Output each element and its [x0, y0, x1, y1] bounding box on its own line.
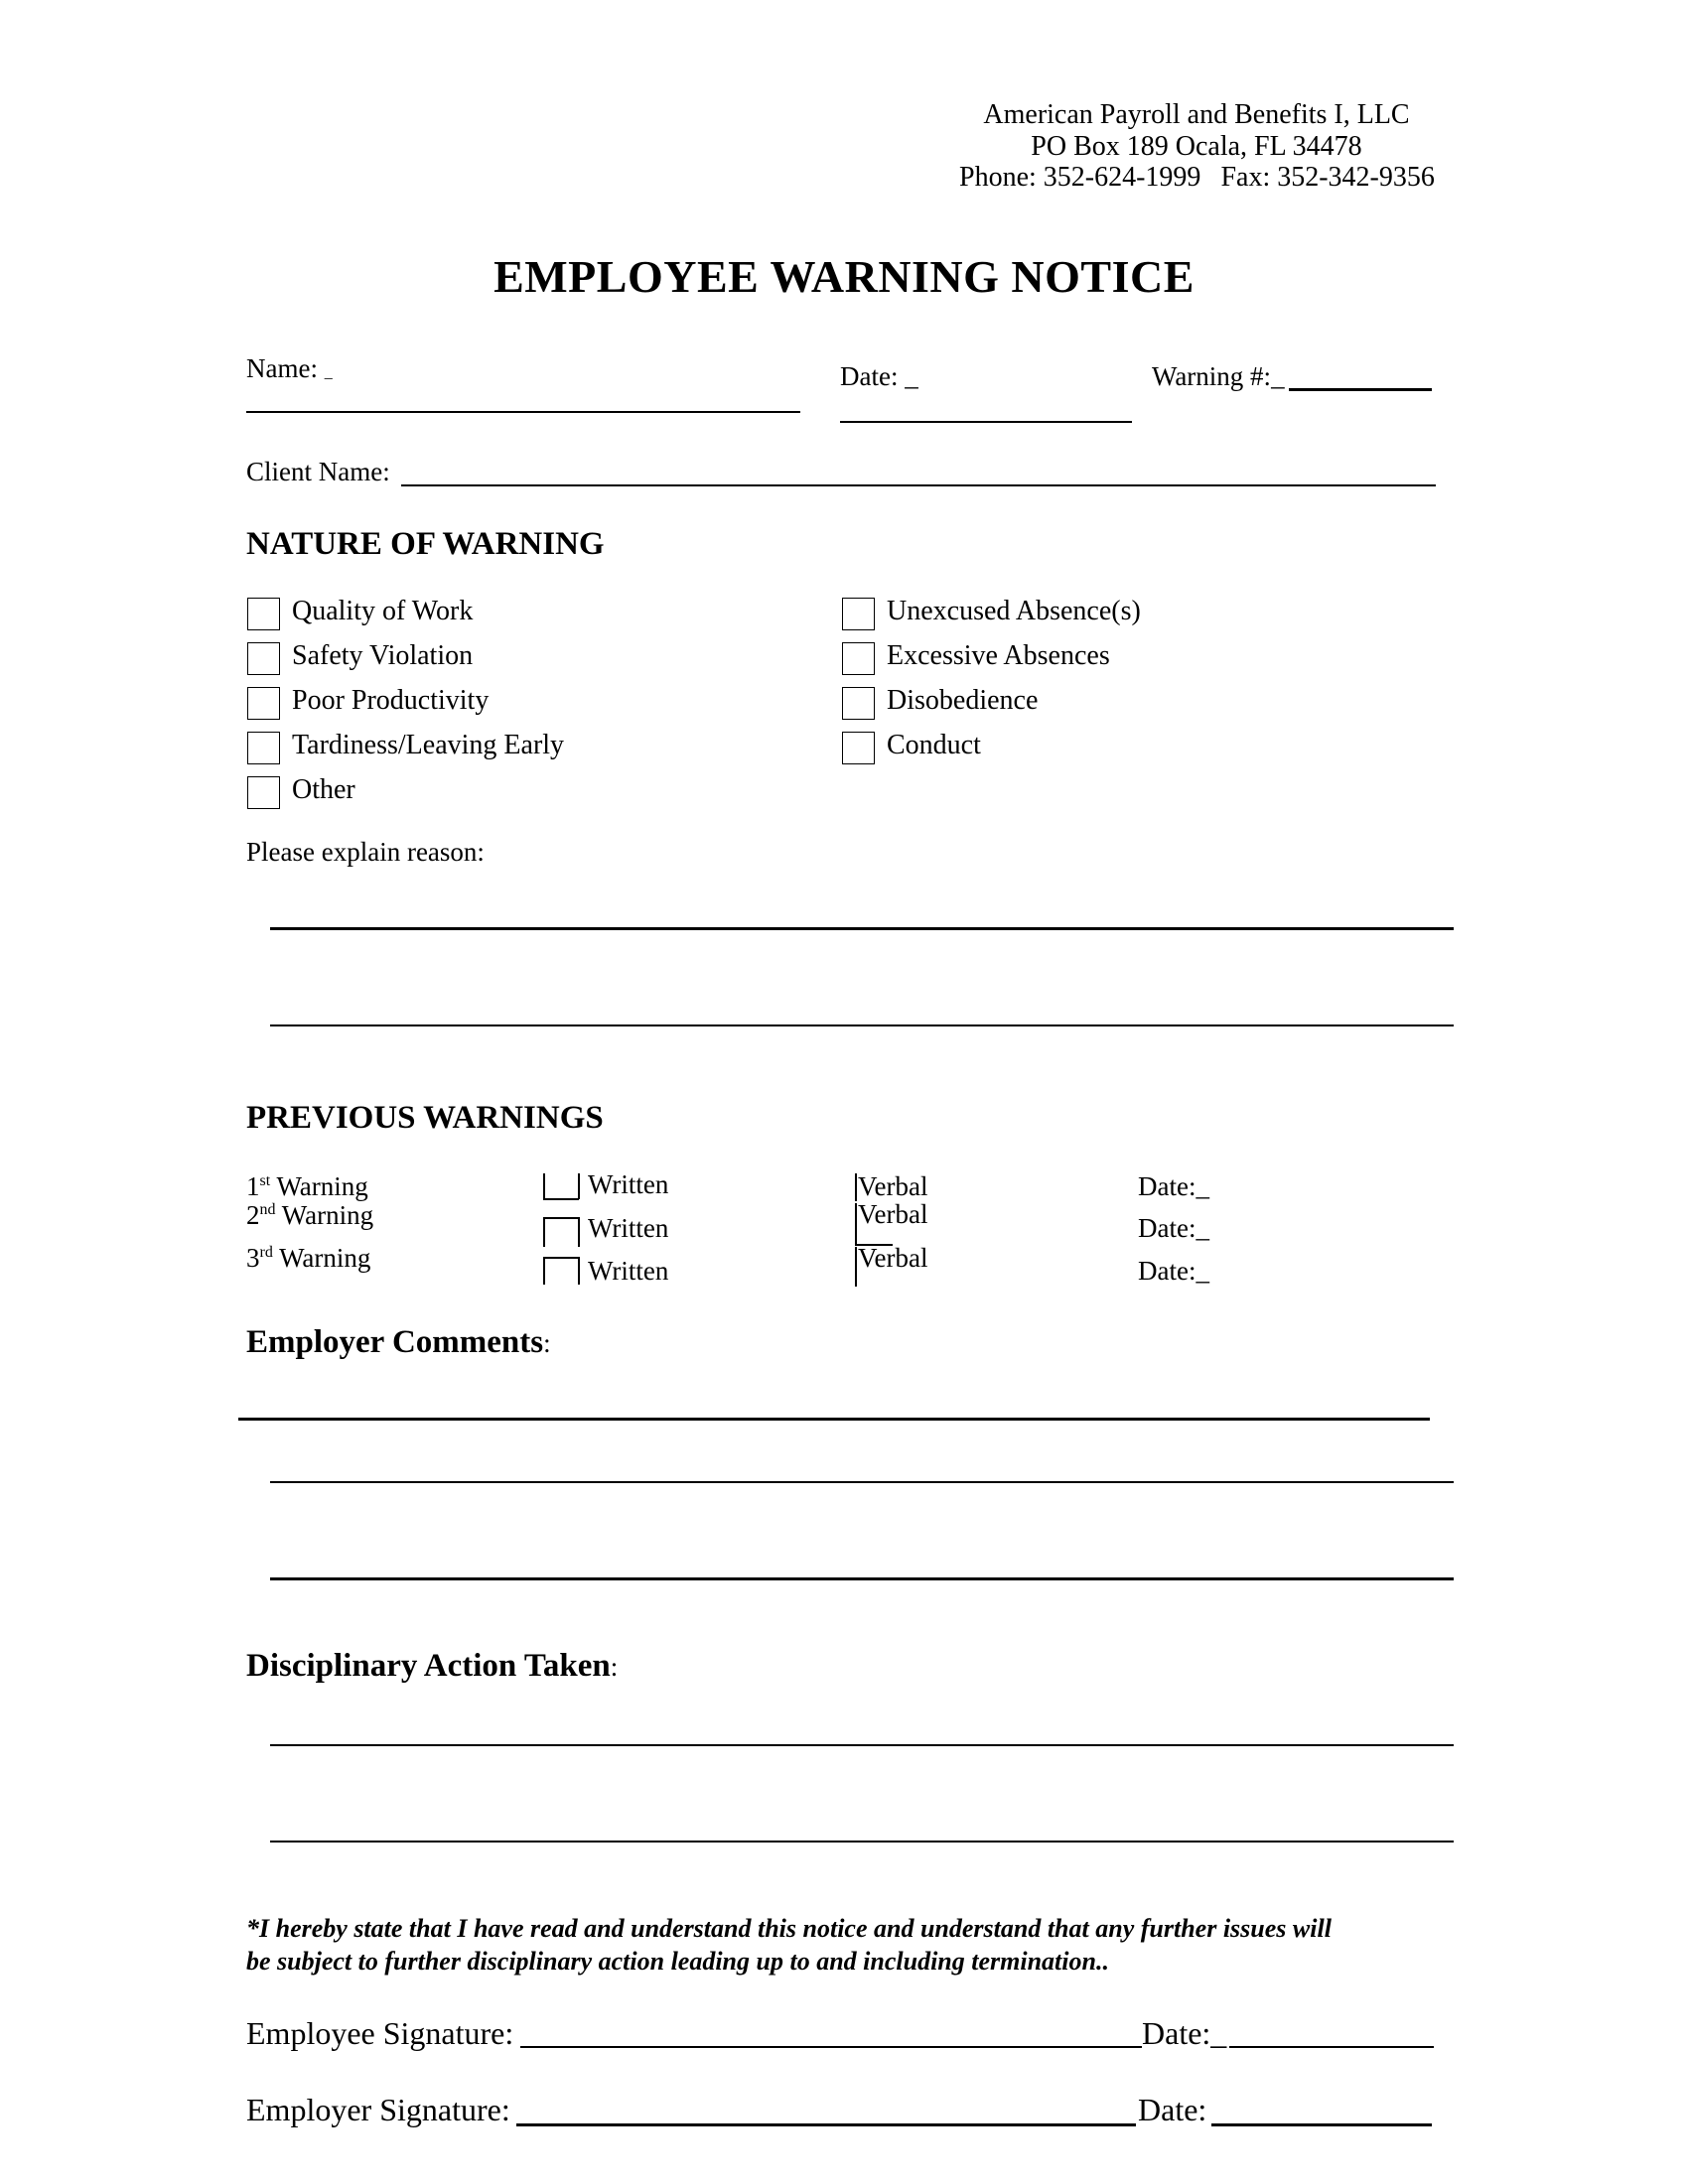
employee-signature-date-label: Date:_ [1142, 2015, 1227, 2051]
employer-comments-line-3[interactable] [270, 1577, 1454, 1580]
company-address: PO Box 189 Ocala, FL 34478 [1031, 131, 1362, 162]
client-name-field[interactable] [401, 484, 1436, 486]
checkbox-poor-productivity[interactable] [247, 687, 280, 720]
employer-comments-heading: Employer Comments: [246, 1324, 551, 1360]
disciplinary-action-heading: Disciplinary Action Taken: [246, 1648, 619, 1684]
checkbox-label: Conduct [887, 730, 981, 760]
previous-warnings-heading: PREVIOUS WARNINGS [246, 1100, 604, 1136]
acknowledgement-line-1: *I hereby state that I have read and understand this notice and understand that any further issues will [246, 1914, 1332, 1943]
checkbox-quality-of-work[interactable] [247, 598, 280, 630]
checkbox-label: Excessive Absences [887, 640, 1110, 671]
employee-signature-date-field[interactable] [1229, 2046, 1434, 2048]
verbal-label: Verbal [858, 1243, 928, 1273]
written-label: Written [588, 1169, 669, 1199]
employer-signature-date-field[interactable] [1211, 2123, 1432, 2126]
written-box-3[interactable] [543, 1257, 545, 1285]
verbal-label: Verbal [858, 1199, 928, 1229]
employer-signature-field[interactable] [516, 2123, 1136, 2126]
explain-reason-line-2[interactable] [270, 1024, 1454, 1026]
written-box-2[interactable] [543, 1217, 545, 1247]
company-name: American Payroll and Benefits I, LLC [983, 99, 1410, 130]
checkbox-disobedience[interactable] [842, 687, 875, 720]
explain-reason-label: Please explain reason: [246, 837, 485, 867]
warning-row-label: 3rd Warning [246, 1243, 371, 1273]
checkbox-tardiness[interactable] [247, 732, 280, 764]
written-box-1-bottom [543, 1198, 579, 1200]
checkbox-label: Poor Productivity [292, 685, 490, 716]
checkbox-other[interactable] [247, 776, 280, 809]
employer-signature-label: Employer Signature: [246, 2092, 510, 2127]
client-name-label: Client Name: [246, 457, 390, 486]
disciplinary-action-line-1[interactable] [270, 1744, 1454, 1746]
name-label: Name: _ [246, 353, 333, 383]
acknowledgement-line-2: be subject to further disciplinary action leading up to and including termination.. [246, 1947, 1109, 1976]
warning-row-label: 1st Warning [246, 1171, 368, 1201]
checkbox-excessive-absences[interactable] [842, 642, 875, 675]
company-phone: Phone: 352-624-1999 [959, 162, 1201, 193]
written-box-1[interactable] [543, 1173, 545, 1199]
explain-reason-line-1[interactable] [270, 927, 1454, 930]
checkbox-unexcused-absences[interactable] [842, 598, 875, 630]
warning-number-label: Warning #:_ [1152, 361, 1285, 391]
verbal-label: Verbal [858, 1171, 928, 1201]
page-title: EMPLOYEE WARNING NOTICE [493, 251, 1195, 302]
written-box-3-right [578, 1257, 580, 1285]
checkbox-label: Tardiness/Leaving Early [292, 730, 565, 760]
verbal-box-1[interactable] [855, 1173, 857, 1201]
company-fax: Fax: 352-342-9356 [1220, 162, 1435, 193]
employee-signature-field[interactable] [520, 2046, 1142, 2048]
warning-date-1[interactable]: Date:_ [1138, 1171, 1209, 1201]
written-box-2-top [543, 1217, 579, 1219]
date-label: Date: _ [840, 361, 918, 391]
checkbox-label: Quality of Work [292, 596, 474, 626]
written-box-1-right [578, 1173, 580, 1199]
warning-row-label: 2nd Warning [246, 1200, 374, 1230]
checkbox-label: Safety Violation [292, 640, 474, 671]
warning-date-3[interactable]: Date:_ [1138, 1256, 1209, 1286]
date-field[interactable] [840, 421, 1132, 423]
nature-of-warning-heading: NATURE OF WARNING [246, 526, 605, 562]
name-field[interactable] [246, 411, 800, 413]
written-label: Written [588, 1256, 669, 1286]
checkbox-conduct[interactable] [842, 732, 875, 764]
warning-date-2[interactable]: Date:_ [1138, 1213, 1209, 1243]
employee-signature-label: Employee Signature: [246, 2015, 514, 2051]
written-box-2-right [578, 1217, 580, 1247]
checkbox-label: Unexcused Absence(s) [887, 596, 1141, 626]
warning-number-field[interactable] [1289, 388, 1432, 391]
verbal-box-2[interactable] [855, 1203, 857, 1245]
written-label: Written [588, 1213, 669, 1243]
employer-signature-date-label: Date: [1138, 2092, 1207, 2127]
disciplinary-action-line-2[interactable] [270, 1841, 1454, 1843]
checkbox-safety-violation[interactable] [247, 642, 280, 675]
employer-comments-line-2[interactable] [270, 1481, 1454, 1483]
written-box-3-top [543, 1257, 579, 1259]
employer-comments-line-1[interactable] [238, 1418, 1430, 1421]
verbal-box-3[interactable] [855, 1247, 857, 1287]
checkbox-label: Disobedience [887, 685, 1039, 716]
checkbox-label: Other [292, 774, 355, 805]
company-contact [959, 162, 1435, 194]
